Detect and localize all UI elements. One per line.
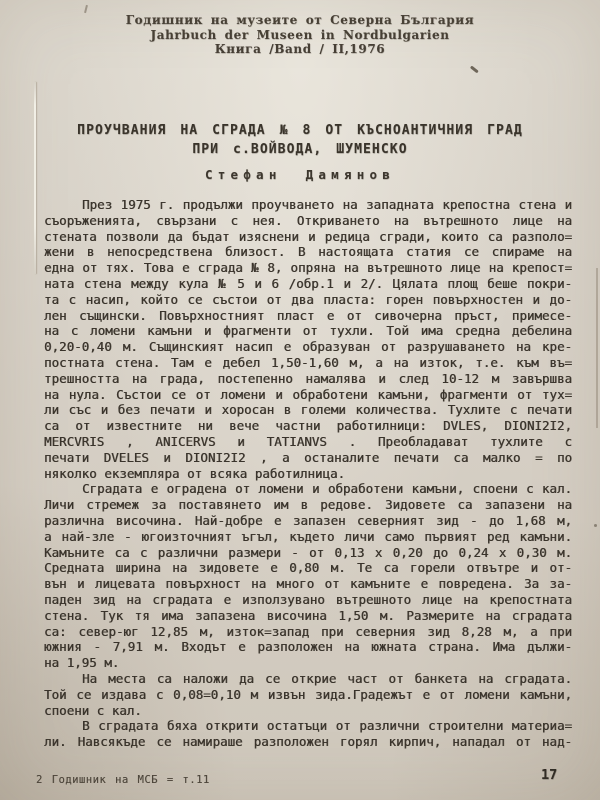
scan-artifact-dot — [594, 524, 597, 527]
body-line: Той се издава с 0,08=0,10 м извън зида.Градежът е от ломени камъни, — [44, 686, 572, 702]
body-line: стена. Тук тя има запазена височина 1,50 м. Размерите на сградата — [44, 607, 572, 623]
body-line: Сградата е оградена от ломени и обработени камъни, споени с кал. — [82, 481, 572, 497]
body-line: В сградата бяха открити остатъци от различни строителни материа= — [82, 718, 572, 734]
body-line: трешността на града, постепенно намалява и след 10-12 м завършва — [44, 370, 572, 386]
body-line: печати DVELES и DIONI2I2 , а останалите печати са малко = по — [44, 449, 572, 465]
body-line: През 1975 г. продължи проучването на западната крепостна стена и — [82, 197, 572, 212]
journal-header — [0, 13, 600, 57]
body-line: ната стена между кула № 5 и 6 /обр.1 и 2/. Цялата площ беше покри- — [44, 275, 572, 291]
body-line: паден зид на сградата е използувано вътрешното лице на крепостната — [44, 591, 572, 607]
body-line: една от тях. Това е сграда № 8, опряна на вътрешното лице на крепост= — [44, 260, 572, 276]
article-title-line2: ПРИ с.ВОЙВОДА, ШУМЕНСКО — [192, 142, 408, 157]
page-number: 17 — [541, 767, 558, 783]
journal-title-german: Jahrbuch der Museen in Nordbulgarien — [150, 27, 450, 42]
article-title-line1: ПРОУЧВАНИЯ НА СГРАДА № 8 ОТ КЪСНОАНТИЧНИЯ ГРАД — [77, 123, 523, 138]
body-line: Средната ширина на зидовете е 0,80 м. Те са горели отвътре и от- — [44, 560, 572, 576]
volume-line: Книга /Band / II,1976 — [214, 42, 386, 56]
body-line: вън и лицевата повърхност на много от камъните е повредена. За за- — [44, 576, 572, 592]
body-line: няколко екземпляра от всяка работилница. — [44, 465, 346, 481]
scan-artifact-edge-streak — [596, 268, 598, 428]
body-line: са: север-юг 12,85 м, изток=запад при северния зид 8,28 м, а при — [44, 623, 572, 639]
body-text — [44, 197, 572, 750]
body-line: лен същински. Повърхностният пласт е от сивочерна пръст, примесе- — [44, 307, 572, 323]
scan-artifact-tick — [470, 65, 479, 73]
body-line: Личи стремеж за поставянето им в редове. Зидовете са запазени на — [44, 497, 572, 513]
body-line: споени с кал. — [44, 702, 142, 718]
body-line: стената позволи да бъдат изяснени и редица сгради, които са разполо= — [44, 228, 572, 244]
article-title — [0, 121, 600, 159]
body-line: 0,20-0,40 м. Същинският насип е образуван от разрушаването на кре- — [44, 339, 572, 355]
journal-title-bulgarian: Годишник на музеите от Северна България — [125, 13, 475, 27]
body-line: постната стена. Там е дебел 1,50-1,60 м, а на изток, т.е. към въ= — [44, 354, 572, 370]
article-author: Стефан Дамянов — [204, 167, 396, 182]
body-line: на нула. Състои се от ломени и обработени камъни, фрагменти от тух= — [44, 386, 572, 402]
body-line: на с ломени камъни и фрагменти от тухли. Той има средна дебелина — [44, 323, 572, 339]
printer-signature: 2 Годишник на МСБ = т.11 — [36, 774, 210, 786]
body-line: съоръженията, свързани с нея. Откриването на вътрешното лице на — [44, 212, 572, 228]
body-line: ли. Навсякъде се намираше разположен горял кирпич, нападал от над- — [44, 734, 572, 750]
body-line: на 1,95 м. — [44, 655, 120, 671]
body-line: На места са наложи да се открие част от банкета на сградата. — [82, 670, 572, 686]
body-line: ли със и без печати и хоросан в големи количества. Тухлите с печати — [44, 402, 572, 418]
body-line: жени в непосредствена близост. В настоящата статия се спираме на — [44, 244, 572, 260]
body-line: южния - 7,91 м. Входът е разположен на южната страна. Има дължи- — [44, 639, 572, 655]
body-line: са от известните ни вече частни работилници: DVLES, DIONI2I2, — [44, 418, 572, 434]
body-line: а най-зле - югоизточният ъгъл, където личи само първият ред камъни. — [44, 528, 572, 544]
body-line: та с насип, който се състои от два пласта: горен повърхностен и до- — [44, 291, 572, 307]
body-line: Камъните са с различни размери - от 0,13 х 0,20 до 0,24 х 0,30 м. — [44, 544, 572, 560]
body-line: MERCVRIS , ANICERVS и TATIANVS . Преобладават тухлите с — [44, 433, 572, 449]
scan-artifact-speck — [84, 5, 88, 13]
body-line: различна височина. Най-добре е запазен северният зид - до 1,68 м, — [44, 512, 572, 528]
